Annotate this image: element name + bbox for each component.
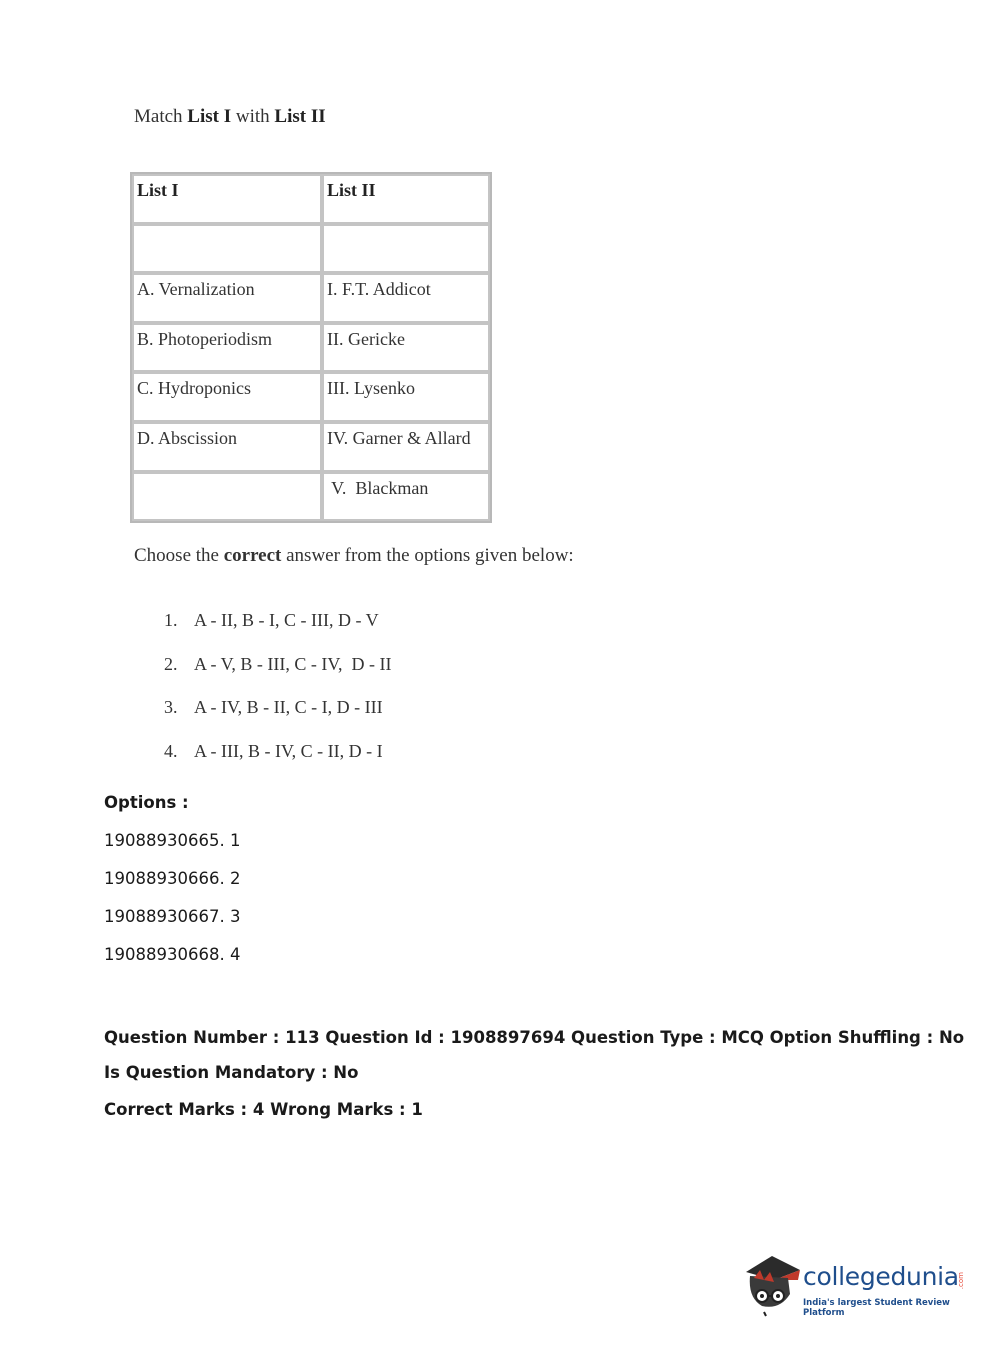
choice-text: A - V, B - III, C - IV, D - II [194,653,392,674]
instruction-text [134,545,574,567]
option-id-item: 19088930667. 3 [104,907,241,926]
table-cell: IV. Garner & Allard [322,422,490,472]
question-meta [104,1028,964,1135]
table-cell: I. F.T. Addicot [322,273,490,323]
choice-number: 4. [164,740,178,761]
choice-item [164,697,392,741]
heading-prefix: Match [134,106,188,127]
options-label: Options : [104,793,189,812]
table-cell: II. Gericke [322,323,490,373]
collegedunia-logo [740,1250,970,1320]
choice-number: 1. [164,610,178,630]
logo-tagline: India's largest Student Review Platform [803,1298,950,1318]
table-header-row [132,174,490,224]
table-cell [132,472,322,522]
instruction-bold: correct [223,545,282,566]
heading-list2: List II [274,106,326,127]
choice-item [164,610,392,654]
table-cell: B. Photoperiodism [132,323,322,373]
table-row [132,372,490,422]
table-row [132,472,490,522]
option-id-item: 19088930666. 2 [104,869,241,888]
option-id-item: 19088930668. 4 [104,945,241,964]
option-id-list [104,831,240,983]
meta-line-marks: Correct Marks : 4 Wrong Marks : 1 [104,1100,423,1119]
meta-line-question-info: Question Number : 113 Question Id : 1908897694 Question Type : MCQ Option Shuffling : No [104,1028,965,1047]
choice-text: A - II, B - I, C - III, D - V [194,610,379,630]
mascot-icon [740,1250,802,1320]
table-row [132,323,490,373]
choice-item [164,741,392,785]
table-row [132,273,490,323]
instruction-prefix: Choose the [134,545,224,566]
table-header-cell: List II [322,174,490,224]
heading-middle: with [231,106,275,127]
table-cell [132,224,322,274]
choice-number: 2. [164,653,178,674]
choice-item [164,654,392,698]
choice-number: 3. [164,697,178,717]
table-header-cell: List I [132,174,322,224]
choice-text: A - IV, B - II, C - I, D - III [194,697,383,717]
instruction-suffix: answer from the options given below: [281,545,574,566]
table-cell: D. Abscission [132,422,322,472]
choice-text: A - III, B - IV, C - II, D - I [194,740,383,761]
table-row [132,224,490,274]
question-heading [134,106,326,128]
heading-list1: List I [187,106,232,127]
answer-choices [164,610,392,784]
table-cell: III. Lysenko [322,372,490,422]
table-cell [322,224,490,274]
table-cell: V. Blackman [322,472,490,522]
meta-line-mandatory: Is Question Mandatory : No [104,1063,359,1082]
match-table [130,172,492,523]
table-row [132,422,490,472]
option-id-item: 19088930665. 1 [104,831,241,850]
logo-name: collegedunia [803,1262,959,1291]
logo-suffix: .com [957,1272,965,1290]
table-cell: A. Vernalization [132,273,322,323]
table-cell: C. Hydroponics [132,372,322,422]
